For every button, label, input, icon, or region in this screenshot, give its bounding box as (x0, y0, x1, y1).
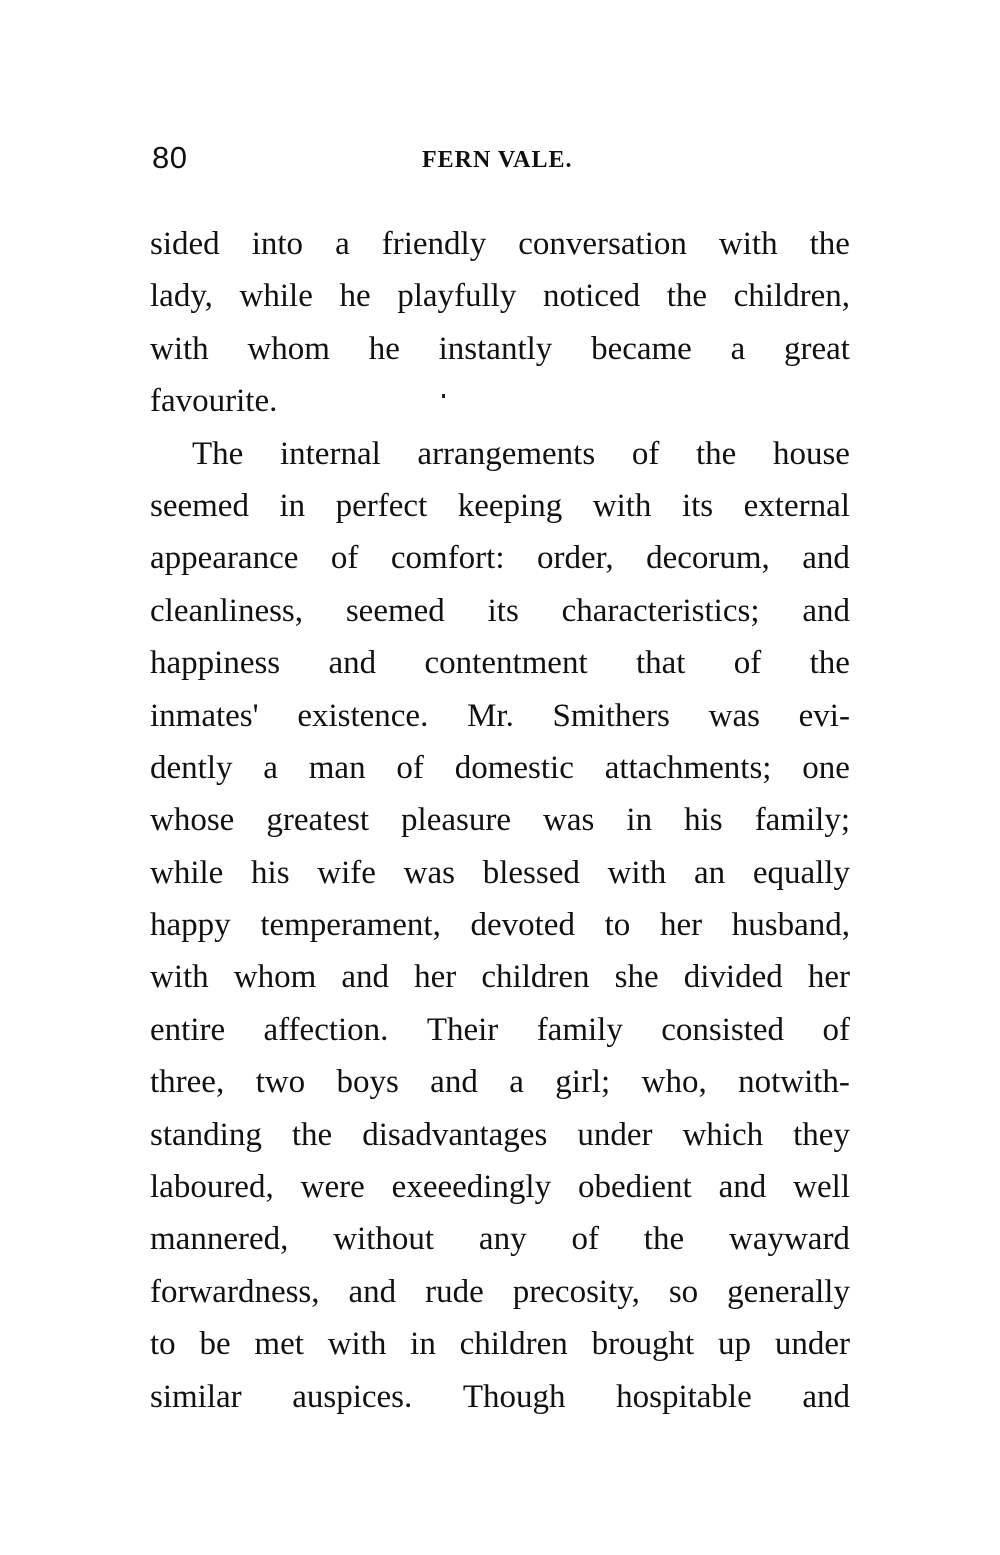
word: with (150, 330, 209, 367)
word: became (591, 330, 692, 367)
word: greatest (266, 802, 369, 839)
text-line (150, 951, 850, 1003)
word: obedient (578, 1169, 692, 1206)
word: and (341, 959, 390, 996)
word: her (807, 959, 850, 996)
word: pleasure (401, 802, 511, 839)
word: with (718, 226, 778, 262)
word: three, (150, 1064, 225, 1101)
word: under (774, 1326, 850, 1363)
word: dently (150, 749, 233, 786)
word: Though (462, 1378, 566, 1415)
word: with (607, 854, 667, 891)
word: to (150, 1326, 176, 1363)
word: and (802, 1378, 850, 1415)
word: standing (150, 1116, 262, 1153)
word: temperament, (260, 907, 441, 944)
word: blessed (482, 854, 580, 891)
word: entire (150, 1011, 226, 1048)
word: The (192, 435, 244, 472)
word: contentment (424, 645, 588, 682)
word: that (635, 645, 686, 682)
text-line (150, 1004, 850, 1056)
word: so (668, 1273, 699, 1310)
word: of (330, 540, 359, 577)
word: was (543, 802, 595, 839)
word: boys (336, 1064, 399, 1101)
word: playfully (397, 278, 517, 315)
word: friendly (381, 226, 487, 262)
word: and (802, 592, 850, 629)
word: exeeedingly (391, 1169, 552, 1206)
word: a (509, 1064, 524, 1101)
word: the (643, 1221, 685, 1258)
word: and (718, 1169, 767, 1206)
text-line (150, 218, 850, 270)
word: up (718, 1326, 752, 1363)
word: domestic (454, 749, 574, 786)
word: Their (426, 1011, 499, 1048)
word: with (592, 487, 652, 524)
word: in (279, 487, 306, 524)
running-head (152, 138, 848, 178)
word: was (403, 854, 455, 891)
word: the (666, 278, 708, 315)
word: favourite. (150, 383, 278, 420)
word: she (614, 959, 659, 996)
word: affection. (263, 1011, 389, 1048)
word: with (150, 959, 209, 996)
text-line (150, 1213, 850, 1265)
word: of (822, 1011, 850, 1048)
text-line (150, 532, 850, 584)
word: noticed (542, 278, 641, 315)
word: appearance (150, 540, 299, 577)
word: equally (752, 854, 850, 891)
word: his (684, 802, 723, 839)
word: conversation (518, 226, 687, 262)
word: a (730, 330, 746, 367)
word: a (335, 226, 350, 262)
word: children (459, 1326, 568, 1363)
word: while (150, 854, 224, 891)
word: its (681, 487, 714, 524)
text-line (150, 690, 850, 742)
word: house (772, 435, 850, 472)
word: whom (247, 330, 330, 367)
word: he (339, 278, 371, 315)
word: of (631, 435, 660, 472)
word: one (802, 749, 850, 786)
text-line (150, 375, 850, 427)
word: existence. (297, 697, 429, 734)
word: they (793, 1116, 850, 1153)
word: the (695, 435, 737, 472)
word: comfort: (390, 540, 505, 577)
word: precosity, (512, 1273, 640, 1310)
word: hospitable (616, 1378, 752, 1415)
text-line (150, 270, 850, 322)
word: of (571, 1221, 599, 1258)
word: under (577, 1116, 653, 1153)
word: family; (754, 802, 850, 839)
word: Smithers (552, 697, 670, 734)
word: two (255, 1064, 306, 1101)
text-line (150, 1318, 850, 1370)
word: generally (727, 1273, 850, 1310)
word: of (733, 645, 762, 682)
word: forwardness, (150, 1273, 320, 1310)
body-text (150, 218, 850, 1423)
word: the (291, 1116, 333, 1153)
word: cleanliness, (150, 592, 304, 629)
word: attachments; (604, 749, 772, 786)
word: devoted (470, 907, 575, 944)
word: great (784, 330, 850, 367)
word: similar (150, 1378, 242, 1415)
word: Mr. (467, 697, 514, 734)
word: notwith- (738, 1064, 850, 1101)
word: while (239, 278, 313, 315)
text-line (150, 1109, 850, 1161)
word: rude (425, 1273, 484, 1310)
word: decorum, (646, 540, 770, 577)
word: be (199, 1326, 231, 1363)
word: he (368, 330, 400, 367)
text-line (150, 1371, 850, 1423)
word: external (743, 487, 850, 524)
word: arrangements (417, 435, 596, 472)
word: perfect (335, 487, 428, 524)
word: consisted (661, 1011, 785, 1048)
word: its (487, 592, 519, 629)
word: with (327, 1326, 387, 1363)
word: who, (641, 1064, 707, 1101)
word: family (536, 1011, 623, 1048)
word: divided (683, 959, 783, 996)
word: seemed (345, 592, 445, 629)
word: an (693, 854, 726, 891)
text-line (150, 742, 850, 794)
text-line (150, 1056, 850, 1108)
word: in (626, 802, 653, 839)
word: characteristics; (561, 592, 760, 629)
text-line (150, 847, 850, 899)
word: a (263, 749, 278, 786)
text-line (150, 428, 850, 480)
word: happy (150, 907, 231, 944)
word: the (809, 645, 850, 682)
word: lady, (150, 278, 213, 315)
word: whose (150, 802, 235, 839)
text-line (150, 480, 850, 532)
word: her (414, 959, 457, 996)
text-line (150, 323, 850, 375)
word: whom (233, 959, 317, 996)
word: and (802, 540, 850, 577)
word: mannered, (150, 1221, 289, 1258)
word: was (708, 697, 760, 734)
word: any (478, 1221, 527, 1258)
word: and (348, 1273, 397, 1310)
word: in (410, 1326, 436, 1363)
text-line (150, 1161, 850, 1213)
word: instantly (438, 330, 553, 367)
word: children (481, 959, 590, 996)
word: and (430, 1064, 478, 1101)
word: were (300, 1169, 365, 1206)
text-line (150, 794, 850, 846)
running-title: FERN VALE. (422, 147, 573, 173)
word: inmates' (150, 697, 259, 734)
word: to (604, 907, 631, 944)
word: which (682, 1116, 764, 1153)
word: wayward (728, 1221, 850, 1258)
word: children, (733, 278, 850, 315)
word: sided (150, 226, 220, 262)
word: seemed (150, 487, 249, 524)
text-line (150, 899, 850, 951)
word: the (809, 226, 850, 262)
word: well (793, 1169, 850, 1206)
text-line (150, 1266, 850, 1318)
word: into (251, 226, 304, 262)
word: girl; (555, 1064, 611, 1101)
page-number: 80 (152, 140, 188, 175)
word: keeping (457, 487, 563, 524)
word: husband, (731, 907, 850, 944)
text-line (150, 585, 850, 637)
word: happiness (150, 645, 281, 682)
word: order, (537, 540, 614, 577)
word: and (328, 645, 377, 682)
word: wife (317, 854, 376, 891)
word: of (396, 749, 424, 786)
word: internal (279, 435, 381, 472)
word: her (659, 907, 703, 944)
word: disadvantages (362, 1116, 548, 1153)
word: met (254, 1326, 304, 1363)
word: brought (591, 1326, 695, 1363)
word: laboured, (150, 1169, 274, 1206)
word: his (251, 854, 290, 891)
word: evi- (798, 697, 850, 734)
word: auspices. (292, 1378, 413, 1415)
word: man (308, 749, 366, 786)
text-line (150, 637, 850, 689)
word: without (333, 1221, 435, 1258)
